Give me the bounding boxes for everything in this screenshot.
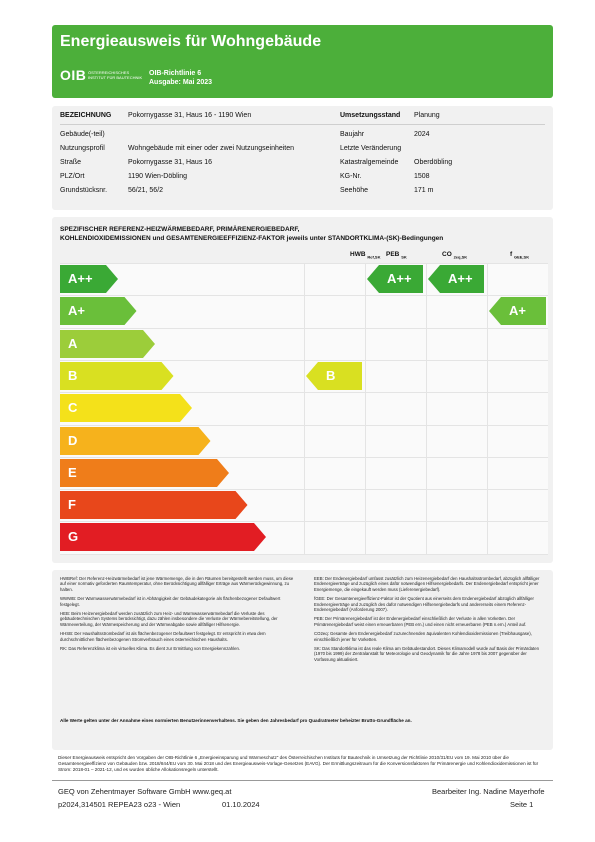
energy-class-bar-e <box>60 459 229 487</box>
energy-class-label: A++ <box>68 271 93 286</box>
energy-class-bar-aplusplus <box>60 265 118 293</box>
rating-marker-2 <box>428 265 484 293</box>
label-see: Seehöhe <box>340 187 369 194</box>
rating-marker-label: A++ <box>448 271 473 286</box>
energy-class-label: G <box>68 529 79 545</box>
grid-column-line <box>304 263 305 554</box>
building-info-panel <box>52 106 553 210</box>
label-grund: Grundstücksnr. <box>60 187 108 194</box>
grid-column-line <box>365 263 366 554</box>
footer-date: 01.10.2024 <box>222 800 260 809</box>
info-divider <box>60 124 545 125</box>
value-nutzung: Wohngebäude mit einer oder zwei Nutzungseinheiten <box>128 145 295 152</box>
rating-marker-label: A+ <box>509 303 526 319</box>
guideline-edition: Ausgabe: Mai 2023 <box>149 79 213 86</box>
value-kg: 1508 <box>414 173 430 180</box>
label-kg: KG-Nr. <box>340 173 362 180</box>
grid-column-line <box>426 263 427 554</box>
label-letzte: Letzte Veränderung <box>340 145 402 152</box>
column-co2-label: CO <box>442 251 452 258</box>
definition-right-4: SK: Das Standortklima ist das reale Klima am Gebäudestandort. Dieses Klimamodell wurde auf Basis der Primärdaten (1970 bis 1999) der Zentralanstalt für Meteorologie und Geodynamik für die Jahre 1978 bis 2007 gegenüber der Vorfassung aktualisiert. <box>314 646 539 662</box>
definition-right-3: CO2eq: Gesamte dem Endenergiebedarf zuzurechnenden äquivalenten Kohlendioxidemissionen (Treibhausgase), einschließlich jener für Vorketten. <box>314 631 532 642</box>
energy-class-label: F <box>68 497 76 513</box>
column-fgee-label: f <box>510 251 513 258</box>
energy-class-label: D <box>68 432 78 448</box>
column-peb-sub: SK <box>401 254 407 260</box>
footer-bearbeiter: Bearbeiter Ing. Nadine Mayerhofe <box>432 787 545 796</box>
label-plz: PLZ/Ort <box>60 173 85 180</box>
value-kat: Oberdöbling <box>414 159 453 166</box>
rating-marker-label: B <box>326 367 336 383</box>
energy-class-bar-a <box>60 330 155 358</box>
definitions-left <box>60 576 298 655</box>
energy-class-bar-c <box>60 394 192 422</box>
label-kat: Katastralgemeinde <box>340 159 399 166</box>
energy-heading-line2: KOHLENDIOXIDEMISSIONEN und GESAMTENERGIEEFFIZIENZ-FAKTOR jeweils unter STANDORTKLIMA-(SK)-Bedingungen <box>60 235 444 242</box>
column-peb-label: PEB <box>386 251 400 258</box>
definition-left-2: HEB: Beim Heizenergiebedarf werden zusätzlich zum Heiz- und Warmwasserwärmebedarf die Verluste des gebäudetechnischen Systems berücksichtigt, dazu zählen insbesondere die Verluste der Wärmebereitstellung, der Wärmeverteilung, der Wärmespeicherung und der Wärmeabgabe sowie allfälliger Hilfsenergie. <box>60 611 278 627</box>
assumption-note: Alle Werte gelten unter der Annahme eines normierten Benutzerinnenverhaltens. Sie geben den Jahresbedarf pro Quadratmeter beheizter Brutto-Grundfläche an. <box>60 718 412 723</box>
energy-class-label: A+ <box>68 303 85 319</box>
column-header-peb <box>386 251 407 259</box>
grid-column-line <box>487 263 488 554</box>
column-hwb-label: HWB <box>350 251 366 258</box>
energy-heading <box>60 225 443 243</box>
column-header-co2 <box>442 251 467 259</box>
energy-heading-line1: SPEZIFISCHER REFERENZ-HEIZWÄRMEBEDARF, PRIMÄRENERGIEBEDARF, <box>60 226 300 233</box>
definitions-right <box>314 576 546 666</box>
value-baujahr: 2024 <box>414 131 430 138</box>
footer-page: Seite 1 <box>510 800 534 809</box>
value-bezeichnung: Pokornygasse 31, Haus 16 - 1190 Wien <box>128 112 252 119</box>
footer-divider <box>52 780 553 781</box>
rating-marker-label: A++ <box>387 271 412 286</box>
footer-software: GEQ von Zehentmayer Software GmbH www.geq.at <box>58 787 232 796</box>
guideline-name: OIB-Richtlinie 6 <box>149 70 202 77</box>
value-umsetzung: Planung <box>414 112 440 119</box>
footer-project: p2024,314501 REPEA23 o23 - Wien <box>58 800 181 809</box>
definition-right-0: EEB: Der Endenergiebedarf umfasst zusätzlich zum Heizenergiebedarf den Haushaltsstrombedarf, abzüglich allfälliger Endenergieerträge und zuzüglich eines dafür notwendigen Hilfsenergiebedarfs. Der Endenergiebedarf entspricht jener Energiemenge, die eingekauft werden muss (Lieferenergiebedarf). <box>314 576 540 592</box>
energy-class-bar-f <box>60 491 248 519</box>
energy-class-label: E <box>68 464 77 480</box>
oib-logo-subtitle: ÖSTERREICHISCHES INSTITUT FÜR BAUTECHNIK <box>88 70 143 80</box>
definition-left-4: RK: Das Referenzklima ist ein virtuelles Klima. Es dient zur Ermittlung von Energiekennzahlen. <box>60 646 241 652</box>
legal-notice: Dieser Energieausweis entspricht den Vorgaben der OIB-Richtlinie 6 „Energieeinsparung und Wärmeschutz“ des Österreichischen Instituts für Bautechnik in Umsetzung der Richtlinie 2010/31/EU vom 19. Mai 2010 über die Gesamtenergieeffizienz von Gebäuden bzw. 2018/844/EU vom 30. Mai 2018 und des Energieausweis-Vorlage-Gesetzes (EAVG). Der Ermittlungszeitraum für die Konversionsfaktoren für Primärenergie und Kohlendioxidemissionen ist für Strom: 2018-01 – 2021-12, und es wurden übliche Allokationsregeln unterstellt. <box>58 755 539 772</box>
label-nutzung: Nutzungsprofil <box>60 145 105 152</box>
energy-class-bar-aplus <box>60 297 137 325</box>
energy-class-bar-d <box>60 427 211 455</box>
column-co2-sub: 2eq,SK <box>453 254 468 260</box>
label-baujahr: Baujahr <box>340 131 365 138</box>
column-header-hwb <box>350 251 380 259</box>
label-strasse: Straße <box>60 159 82 166</box>
value-strasse: Pokornygasse 31, Haus 16 <box>128 159 213 166</box>
energy-class-bar-b <box>60 362 174 390</box>
rating-marker-0 <box>306 362 362 390</box>
value-see: 171 m <box>414 187 434 194</box>
column-header-fgee <box>510 251 529 259</box>
energy-class-label: B <box>68 367 78 383</box>
rating-marker-1 <box>367 265 423 293</box>
label-umsetzung: Umsetzungsstand <box>340 112 401 119</box>
header-banner <box>52 25 553 98</box>
energy-class-grid <box>60 263 548 554</box>
definition-left-3: HHSB: Der Haushaltsstrombedarf ist als flächenbezogener Defaultwert festgelegt. Er entspricht in etwa dem durchschnittlichen flächenbezogenen Stromverbrauch eines österreichischen Haushalts. <box>60 631 266 642</box>
energy-class-label: C <box>68 400 78 416</box>
page-title: Energieausweis für Wohngebäude <box>60 33 322 50</box>
guideline-info <box>149 69 212 87</box>
label-bezeichnung: BEZEICHNUNG <box>60 112 112 119</box>
column-fgee-sub: GEE,SK <box>513 254 530 260</box>
definition-left-0: HWBRef: Der Referenz-Heizwärmebedarf ist jene Wärmemenge, die in den Räumen bereitgestellt werden muss, um diese auf einer normativ geforderten Raumtemperatur, ohne Berücksichtigung allfälliger Erträge aus Wärmerückgewinnung, zu halten. <box>60 576 294 592</box>
value-grund: 56/21, 56/2 <box>128 187 164 194</box>
label-gebaeude: Gebäude(-teil) <box>60 131 105 138</box>
energy-class-label: A <box>68 335 78 351</box>
rating-marker-3 <box>489 297 546 325</box>
value-plz: 1190 Wien-Döbling <box>128 173 188 180</box>
definition-right-1: fGEE: Der Gesamtenergieeffizienz-Faktor ist der Quotient aus einerseits dem Endenergiebedarf abzüglich allfälliger Endenergieerträge und zuzüglich des dafür notwendigen Hilfsenergiebedarfs und andererseits einem Referenz-Endenergiebedarf (Anforderung 2007). <box>314 596 534 613</box>
energy-rating-panel <box>52 217 553 563</box>
definitions-panel <box>52 570 553 750</box>
energy-class-bar-g <box>60 523 266 551</box>
column-hwb-sub: Ref,SK <box>367 254 381 260</box>
definition-left-1: WWWB: Der Warmwasserwärmebedarf ist in Abhängigkeit der Gebäudekategorie als flächenbezogener Defaultwert festgelegt. <box>60 596 281 607</box>
definition-right-2: PEB: Der Primärenergiebedarf ist der Endenergiebedarf einschließlich der Verluste in allen Vorketten. Der Primärenergiebedarf weist einen erneuerbaren (PEB ern.) und einen nicht erneuerbaren (PEB n.ern.) Anteil auf. <box>314 616 527 627</box>
oib-logo: OIB <box>60 67 87 83</box>
